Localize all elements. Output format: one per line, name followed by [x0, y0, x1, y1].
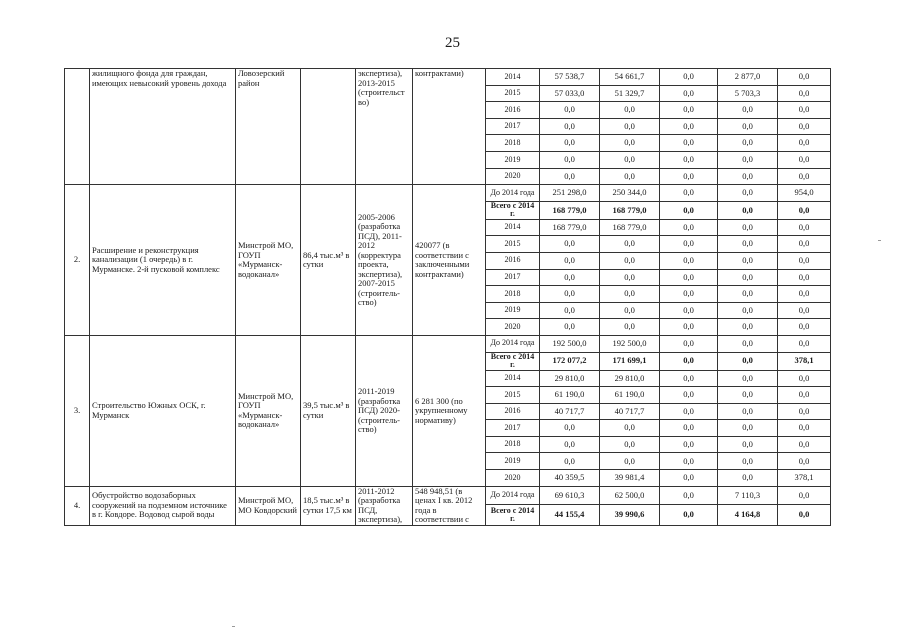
amount-cell: 0,0	[660, 420, 718, 437]
amount-cell: 0,0	[660, 85, 718, 102]
amount-cell: 0,0	[778, 436, 831, 453]
amount-cell: 0,0	[660, 335, 718, 352]
amount-cell: 168 779,0	[600, 201, 660, 219]
amount-cell: 0,0	[540, 118, 600, 135]
amount-cell: 0,0	[660, 219, 718, 236]
amount-cell: 4 164,8	[718, 505, 778, 525]
amount-cell: 39 990,6	[600, 505, 660, 525]
amount-cell: 0,0	[540, 252, 600, 269]
year-cell: Всего с 2014 г.	[486, 352, 540, 370]
construction-period: экспертиза), 2013-2015 (строительст во)	[356, 69, 413, 185]
estimated-cost: 548 948,51 (в ценах I кв. 2012 года в соответствии с	[413, 486, 486, 525]
amount-cell: 0,0	[600, 420, 660, 437]
executor: Ловозерский район	[236, 69, 301, 185]
amount-cell: 171 699,1	[600, 352, 660, 370]
year-cell: Всего с 2014 г.	[486, 505, 540, 525]
amount-cell: 250 344,0	[600, 185, 660, 202]
row-index: 4.	[65, 486, 90, 525]
amount-cell: 0,0	[660, 135, 718, 152]
amount-cell: 0,0	[778, 85, 831, 102]
amount-cell: 0,0	[540, 420, 600, 437]
amount-cell: 0,0	[600, 302, 660, 319]
amount-cell: 0,0	[718, 286, 778, 303]
amount-cell: 54 661,7	[600, 69, 660, 86]
year-cell: 2020	[486, 168, 540, 185]
year-cell: 2014	[486, 370, 540, 387]
amount-cell: 0,0	[718, 387, 778, 404]
row-index	[65, 69, 90, 185]
year-cell: До 2014 года	[486, 185, 540, 202]
amount-cell: 0,0	[778, 151, 831, 168]
amount-cell: 0,0	[778, 269, 831, 286]
amount-cell: 0,0	[540, 319, 600, 336]
amount-cell: 0,0	[600, 118, 660, 135]
year-cell: До 2014 года	[486, 335, 540, 352]
amount-cell: 0,0	[600, 168, 660, 185]
amount-cell: 0,0	[660, 453, 718, 470]
amount-cell: 39 981,4	[600, 470, 660, 487]
amount-cell: 0,0	[660, 269, 718, 286]
amount-cell: 0,0	[660, 436, 718, 453]
amount-cell: 0,0	[540, 269, 600, 286]
year-cell: 2018	[486, 286, 540, 303]
amount-cell: 0,0	[660, 302, 718, 319]
object-name: Обустройство водозаборных сооружений на подземном источнике в г. Ковдоре. Водовод сырой воды	[90, 486, 236, 525]
construction-period: 2005-2006 (разработка ПСД), 2011-2012 (корректура проекта, экспертиза), 2007-2015 (строитель-ство)	[356, 185, 413, 336]
amount-cell: 29 810,0	[600, 370, 660, 387]
year-cell: 2014	[486, 69, 540, 86]
year-cell: 2015	[486, 85, 540, 102]
amount-cell: 0,0	[600, 236, 660, 253]
amount-cell: 0,0	[778, 236, 831, 253]
amount-cell: 251 298,0	[540, 185, 600, 202]
amount-cell: 0,0	[660, 486, 718, 505]
amount-cell: 51 329,7	[600, 85, 660, 102]
amount-cell: 0,0	[718, 135, 778, 152]
amount-cell: 0,0	[718, 236, 778, 253]
amount-cell: 0,0	[778, 420, 831, 437]
amount-cell: 0,0	[660, 370, 718, 387]
amount-cell: 0,0	[778, 302, 831, 319]
amount-cell: 378,1	[778, 470, 831, 487]
amount-cell: 0,0	[540, 286, 600, 303]
capacity: 39,5 тыс.м³ в сутки	[301, 335, 356, 486]
year-cell: 2018	[486, 436, 540, 453]
amount-cell: 0,0	[660, 168, 718, 185]
amount-cell: 0,0	[600, 252, 660, 269]
amount-cell: 0,0	[600, 102, 660, 119]
amount-cell: 0,0	[718, 185, 778, 202]
amount-cell: 0,0	[778, 168, 831, 185]
amount-cell: 0,0	[718, 201, 778, 219]
year-cell: 2016	[486, 403, 540, 420]
amount-cell: 168 779,0	[600, 219, 660, 236]
amount-cell: 0,0	[778, 69, 831, 86]
amount-cell: 0,0	[778, 319, 831, 336]
amount-cell: 0,0	[540, 236, 600, 253]
year-cell: 2017	[486, 118, 540, 135]
amount-cell: 29 810,0	[540, 370, 600, 387]
amount-cell: 0,0	[778, 505, 831, 525]
amount-cell: 954,0	[778, 185, 831, 202]
amount-cell: 5 703,3	[718, 85, 778, 102]
amount-cell: 0,0	[778, 370, 831, 387]
year-cell: 2020	[486, 319, 540, 336]
amount-cell: 0,0	[778, 486, 831, 505]
year-cell: 2016	[486, 102, 540, 119]
amount-cell: 0,0	[778, 102, 831, 119]
amount-cell: 0,0	[660, 505, 718, 525]
amount-cell: 0,0	[540, 168, 600, 185]
estimated-cost: контрактами)	[413, 69, 486, 185]
amount-cell: 0,0	[660, 151, 718, 168]
amount-cell: 0,0	[660, 403, 718, 420]
program-table	[64, 68, 831, 526]
year-cell: 2017	[486, 269, 540, 286]
amount-cell: 172 077,2	[540, 352, 600, 370]
amount-cell: 0,0	[718, 403, 778, 420]
estimated-cost: 6 281 300 (по укрупненному нормативу)	[413, 335, 486, 486]
table-row	[65, 185, 831, 202]
object-name: жилищного фонда для граждан, имеющих невысокий уровень дохода	[90, 69, 236, 185]
year-cell: 2014	[486, 219, 540, 236]
amount-cell: 0,0	[600, 151, 660, 168]
year-cell: 2016	[486, 252, 540, 269]
amount-cell: 0,0	[660, 185, 718, 202]
amount-cell: 44 155,4	[540, 505, 600, 525]
amount-cell: 0,0	[660, 286, 718, 303]
amount-cell: 0,0	[660, 69, 718, 86]
scan-mark	[878, 240, 881, 241]
year-cell: 2019	[486, 302, 540, 319]
table-row	[65, 486, 831, 505]
amount-cell: 0,0	[540, 453, 600, 470]
amount-cell: 7 110,3	[718, 486, 778, 505]
amount-cell: 0,0	[718, 102, 778, 119]
amount-cell: 61 190,0	[600, 387, 660, 404]
amount-cell: 57 538,7	[540, 69, 600, 86]
amount-cell: 0,0	[600, 135, 660, 152]
amount-cell: 0,0	[540, 135, 600, 152]
amount-cell: 0,0	[718, 370, 778, 387]
year-cell: 2019	[486, 151, 540, 168]
capacity: 18,5 тыс.м³ в сутки 17,5 км	[301, 486, 356, 525]
amount-cell: 0,0	[778, 252, 831, 269]
amount-cell: 57 033,0	[540, 85, 600, 102]
amount-cell: 69 610,3	[540, 486, 600, 505]
row-index: 2.	[65, 185, 90, 336]
year-cell: До 2014 года	[486, 486, 540, 505]
amount-cell: 40 717,7	[600, 403, 660, 420]
amount-cell: 0,0	[718, 470, 778, 487]
amount-cell: 378,1	[778, 352, 831, 370]
object-name: Строительство Южных ОСК, г. Мурманск	[90, 335, 236, 486]
amount-cell: 0,0	[660, 352, 718, 370]
amount-cell: 0,0	[660, 319, 718, 336]
amount-cell: 0,0	[718, 252, 778, 269]
amount-cell: 0,0	[778, 335, 831, 352]
amount-cell: 2 877,0	[718, 69, 778, 86]
amount-cell: 0,0	[540, 302, 600, 319]
amount-cell: 0,0	[718, 319, 778, 336]
row-index: 3.	[65, 335, 90, 486]
amount-cell: 0,0	[660, 118, 718, 135]
amount-cell: 61 190,0	[540, 387, 600, 404]
executor: Минстрой МО, ГОУП «Мурманск-водоканал»	[236, 185, 301, 336]
scan-mark	[232, 626, 235, 627]
amount-cell: 0,0	[540, 436, 600, 453]
executor: Минстрой МО, ГОУП «Мурманск-водоканал»	[236, 335, 301, 486]
amount-cell: 0,0	[718, 168, 778, 185]
amount-cell: 0,0	[540, 102, 600, 119]
amount-cell: 0,0	[778, 403, 831, 420]
amount-cell: 0,0	[540, 151, 600, 168]
object-name: Расширение и реконструкция канализации (1 очередь) в г. Мурманске. 2-й пусковой комплекс	[90, 185, 236, 336]
amount-cell: 0,0	[660, 102, 718, 119]
table-row	[65, 69, 831, 86]
amount-cell: 0,0	[600, 269, 660, 286]
amount-cell: 0,0	[718, 420, 778, 437]
year-cell: Всего с 2014 г.	[486, 201, 540, 219]
year-cell: 2015	[486, 236, 540, 253]
amount-cell: 0,0	[718, 436, 778, 453]
amount-cell: 0,0	[600, 436, 660, 453]
amount-cell: 0,0	[778, 453, 831, 470]
amount-cell: 0,0	[778, 201, 831, 219]
estimated-cost: 420077 (в соответствии с заключенными контрактами)	[413, 185, 486, 336]
amount-cell: 0,0	[660, 252, 718, 269]
amount-cell: 0,0	[778, 286, 831, 303]
amount-cell: 0,0	[600, 286, 660, 303]
amount-cell: 0,0	[718, 219, 778, 236]
amount-cell: 40 717,7	[540, 403, 600, 420]
amount-cell: 0,0	[718, 269, 778, 286]
amount-cell: 0,0	[778, 219, 831, 236]
page-number: 25	[445, 35, 460, 51]
amount-cell: 0,0	[718, 118, 778, 135]
amount-cell: 0,0	[778, 387, 831, 404]
amount-cell: 168 779,0	[540, 201, 600, 219]
year-cell: 2015	[486, 387, 540, 404]
year-cell: 2019	[486, 453, 540, 470]
construction-period: 2011-2019 (разработка ПСД) 2020- (строитель-ство)	[356, 335, 413, 486]
amount-cell: 0,0	[660, 470, 718, 487]
year-cell: 2017	[486, 420, 540, 437]
construction-period: 2011-2012 (разработка ПСД, экспертиза),	[356, 486, 413, 525]
amount-cell: 0,0	[718, 335, 778, 352]
amount-cell: 0,0	[778, 135, 831, 152]
amount-cell: 0,0	[718, 453, 778, 470]
amount-cell: 192 500,0	[600, 335, 660, 352]
amount-cell: 0,0	[718, 352, 778, 370]
amount-cell: 0,0	[600, 453, 660, 470]
amount-cell: 62 500,0	[600, 486, 660, 505]
year-cell: 2020	[486, 470, 540, 487]
amount-cell: 0,0	[718, 151, 778, 168]
amount-cell: 0,0	[660, 201, 718, 219]
amount-cell: 192 500,0	[540, 335, 600, 352]
amount-cell: 0,0	[778, 118, 831, 135]
executor: Минстрой МО, МО Ковдорский	[236, 486, 301, 525]
amount-cell: 0,0	[600, 319, 660, 336]
table-row	[65, 335, 831, 352]
amount-cell: 0,0	[718, 302, 778, 319]
capacity	[301, 69, 356, 185]
amount-cell: 0,0	[660, 236, 718, 253]
amount-cell: 40 359,5	[540, 470, 600, 487]
year-cell: 2018	[486, 135, 540, 152]
amount-cell: 168 779,0	[540, 219, 600, 236]
amount-cell: 0,0	[660, 387, 718, 404]
capacity: 86,4 тыс.м³ в сутки	[301, 185, 356, 336]
